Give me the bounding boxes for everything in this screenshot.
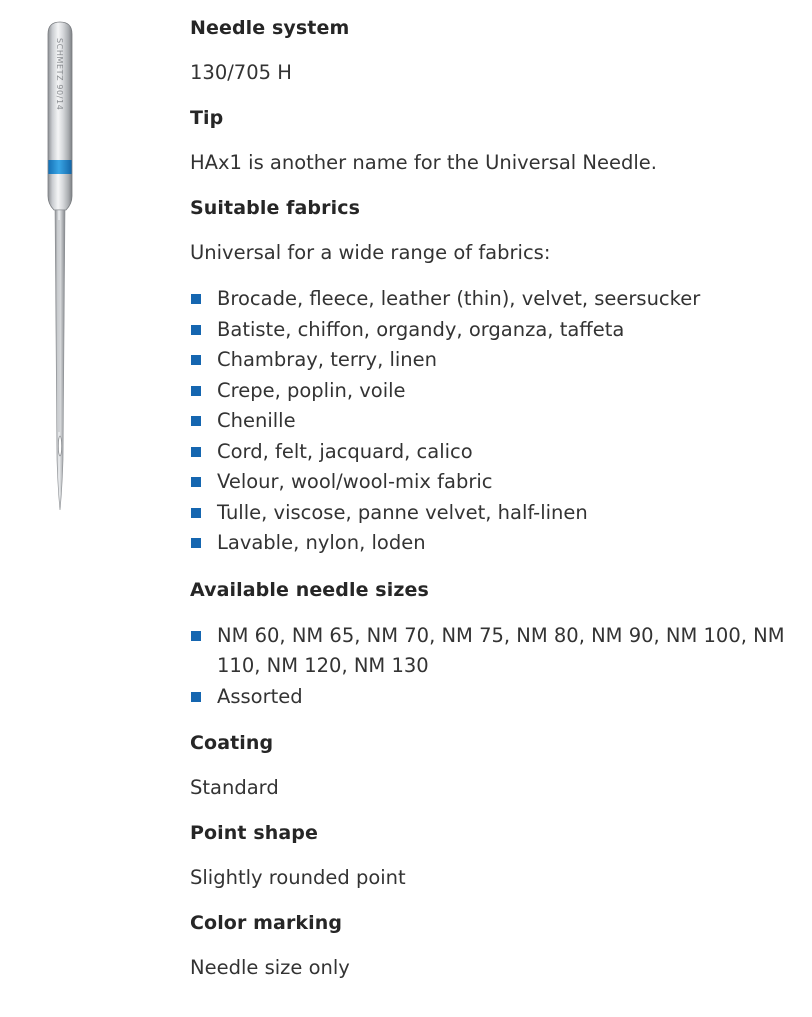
bullet-square-icon [191, 416, 201, 426]
needle-sizes-heading: Available needle sizes [190, 578, 429, 601]
spec-content [190, 14, 790, 999]
tip-value: HAx1 is another name for the Universal Needle. [190, 151, 657, 174]
needle-imprint: SCHMETZ 90/14 [55, 38, 64, 111]
bullet-square-icon [191, 477, 201, 487]
bullet-square-icon [191, 692, 201, 702]
point-shape-value: Slightly rounded point [190, 866, 406, 889]
bullet-square-icon [191, 294, 201, 304]
suitable-fabrics-heading: Suitable fabrics [190, 197, 360, 219]
list-item-text: Brocade, fleece, leather (thin), velvet, seersucker [217, 287, 701, 310]
list-item [190, 376, 790, 407]
list-item-text: NM 60, NM 65, NM 70, NM 75, NM 80, NM 90, NM 100, NM 110, NM 120, NM 130 [217, 623, 785, 677]
list-item [190, 345, 790, 376]
list-item [190, 528, 790, 559]
needle-system-heading: Needle system [190, 17, 350, 39]
bullet-square-icon [191, 325, 201, 335]
needle-system-value: 130/705 H [190, 61, 292, 84]
tip-heading: Tip [190, 107, 224, 129]
bullet-square-icon [191, 355, 201, 365]
list-item-text: Tulle, viscose, panne velvet, half-linen [217, 500, 588, 524]
needle-sizes-list [190, 621, 790, 713]
list-item-text: Chambray, terry, linen [217, 348, 438, 371]
list-item-text: Batiste, chiffon, organdy, organza, taffeta [217, 317, 625, 341]
list-item-text: Chenille [217, 409, 296, 432]
list-item [190, 621, 790, 682]
list-item-text: Assorted [217, 684, 303, 708]
point-shape-heading: Point shape [190, 822, 318, 844]
fabrics-list [190, 284, 790, 559]
list-item [190, 284, 790, 315]
list-item [190, 315, 790, 346]
list-item-text: Cord, felt, jacquard, calico [217, 439, 473, 463]
list-item [190, 437, 790, 468]
list-item [190, 406, 790, 437]
list-item [190, 498, 790, 529]
color-marking-heading: Color marking [190, 912, 343, 934]
list-item-text: Lavable, nylon, loden [217, 531, 426, 554]
list-item [190, 467, 790, 498]
coating-heading: Coating [190, 732, 274, 754]
list-item [190, 682, 790, 713]
bullet-square-icon [191, 631, 201, 641]
bullet-square-icon [191, 538, 201, 548]
coating-value: Standard [190, 776, 279, 799]
list-item-text: Crepe, poplin, voile [217, 378, 406, 402]
needle-image [38, 20, 82, 512]
list-item-text: Velour, wool/wool-mix fabric [217, 470, 493, 493]
suitable-fabrics-intro: Universal for a wide range of fabrics: [190, 241, 551, 264]
bullet-square-icon [191, 447, 201, 457]
color-marking-value: Needle size only [190, 956, 350, 979]
bullet-square-icon [191, 386, 201, 396]
bullet-square-icon [191, 508, 201, 518]
